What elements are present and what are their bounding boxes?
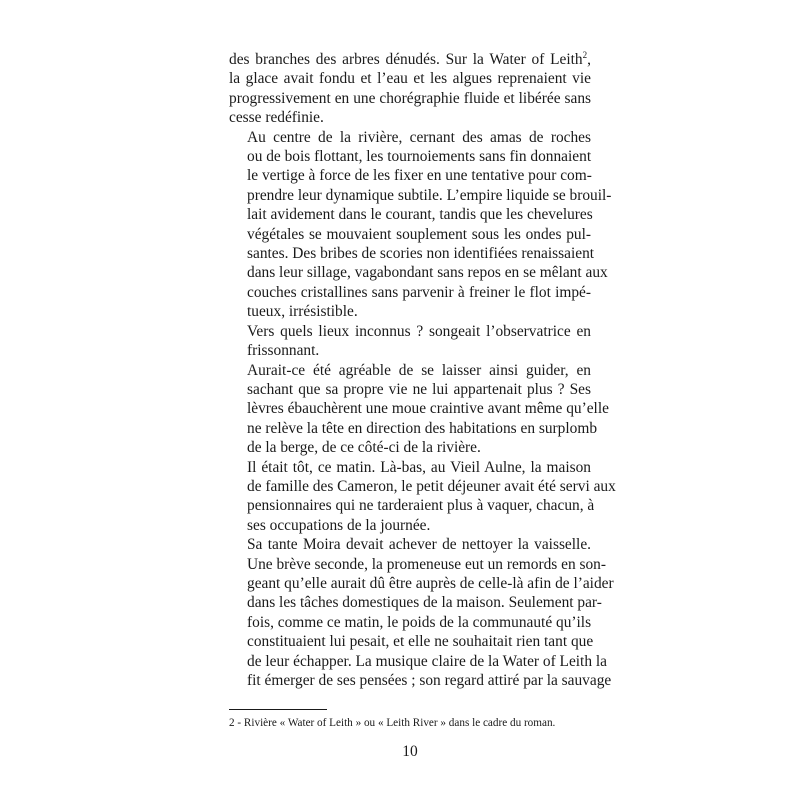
text-line: Au centre de la rivière, cernant des amas de roches bbox=[247, 128, 591, 146]
text-line: ne relève la tête en direction des habitations en surplomb bbox=[247, 419, 598, 437]
footnote-separator bbox=[229, 709, 327, 710]
text-line: pensionnaires qui ne tarderaient plus à vaquer, chacun, à bbox=[247, 497, 595, 515]
paragraph bbox=[229, 322, 591, 361]
text-line: lèvres ébauchèrent une moue craintive avant même qu’elle bbox=[247, 400, 609, 418]
body-text bbox=[229, 50, 616, 690]
text-line: ses occupations de la journée. bbox=[247, 516, 431, 534]
paragraph bbox=[229, 535, 614, 690]
text-line: dans les tâches domestiques de la maison. Seulement par- bbox=[247, 594, 602, 612]
text-line: fois, comme ce matin, le poids de la communauté qu’ils bbox=[247, 613, 592, 631]
text-line: Sa tante Moira devait achever de nettoyer la vaisselle. bbox=[247, 536, 591, 554]
text-line: constituaient lui pesait, et elle ne souhaitait rien tant que bbox=[247, 633, 594, 651]
paragraph bbox=[229, 128, 612, 322]
text-line: lait avidement dans le courant, tandis que les chevelures bbox=[247, 206, 593, 224]
text-line: sachant que sa propre vie ne lui appartenait plus ? Ses bbox=[247, 380, 591, 398]
text-line: Il était tôt, ce matin. Là-bas, au Vieil Aulne, la maison bbox=[247, 458, 591, 476]
text-line: végétales se mouvaient souplement sous les ondes pul- bbox=[247, 225, 591, 243]
text-line: de famille des Cameron, le petit déjeuner avait été servi aux bbox=[247, 477, 616, 495]
text-line: frissonnant. bbox=[247, 342, 320, 360]
text-line: des branches des arbres dénudés. Sur la Water of Leith$^2$, bbox=[229, 50, 591, 68]
text-line: progressivement en une chorégraphie fluide et libérée sans bbox=[229, 89, 591, 107]
text-line: Vers quels lieux inconnus ? songeait l’observatrice en bbox=[247, 322, 591, 340]
text-line: fit émerger de ses pensées ; son regard attiré par la sauvage bbox=[247, 672, 612, 689]
text-line: santes. Des bribes de scories non identifiées renaissaient bbox=[247, 245, 595, 263]
text-line: la glace avait fondu et l’eau et les algues reprenaient vie bbox=[229, 70, 591, 88]
footnote: 2 - Rivière « Water of Leith » ou « Leith River » dans le cadre du roman. bbox=[229, 717, 556, 729]
page-number: 10 bbox=[402, 743, 418, 760]
paragraph bbox=[229, 50, 591, 128]
text-line: prendre leur dynamique subtile. L’empire liquide se brouil- bbox=[247, 186, 612, 204]
text-line: de la berge, de ce côté-ci de la rivière. bbox=[247, 439, 481, 457]
paragraph bbox=[229, 458, 616, 536]
text-line: ou de bois flottant, les tournoiements sans fin donnaient bbox=[247, 148, 592, 166]
text-line: tueux, irrésistible. bbox=[247, 303, 358, 321]
paragraph bbox=[229, 361, 609, 458]
text-line: le vertige à force de les fixer en une tentative pour com- bbox=[247, 167, 592, 185]
text-line: geant qu’elle aurait dû être auprès de celle-là afin de l’aider bbox=[247, 574, 614, 592]
text-line: de leur échapper. La musique claire de la Water of Leith la bbox=[247, 652, 607, 670]
text-line: couches cristallines sans parvenir à freiner le flot impé- bbox=[247, 283, 591, 301]
text-line: Aurait-ce été agréable de se laisser ainsi guider, en bbox=[247, 361, 591, 379]
text-line: cesse redéfinie. bbox=[229, 109, 324, 127]
footnote-reference[interactable]: 2 bbox=[582, 50, 588, 60]
text-line: Une brève seconde, la promeneuse eut un remords en son- bbox=[247, 555, 606, 573]
text-line: dans leur sillage, vagabondant sans repos en se mêlant aux bbox=[247, 264, 608, 282]
